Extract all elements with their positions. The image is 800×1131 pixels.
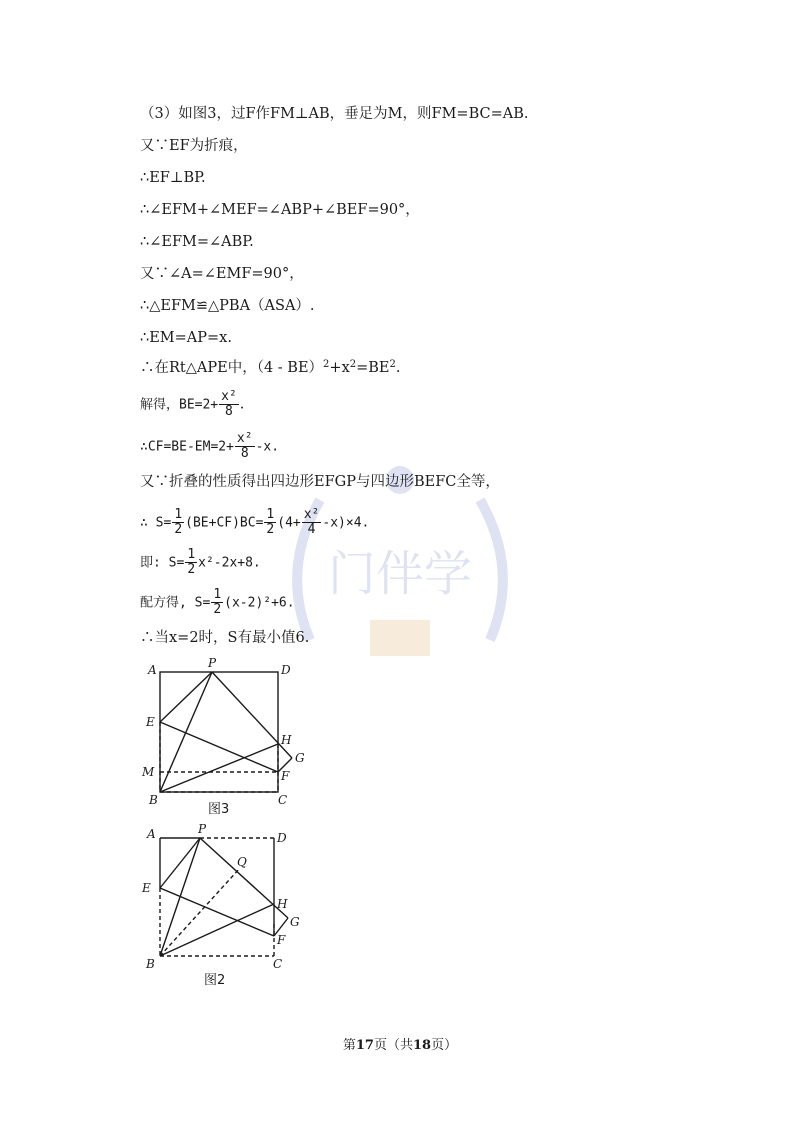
solution-line-7: ∴△EFM≌△PBA（ASA）. <box>140 298 315 314</box>
fraction: $\frac{\text{x²}}{8}$ <box>221 389 237 419</box>
segment-pg <box>200 838 288 918</box>
solution-line-2: 又∵EF为折痕， <box>140 138 248 154</box>
label-a: A <box>147 827 156 841</box>
segment-pe <box>160 838 200 888</box>
solution-line-6: 又∵∠A=∠EMF=90°， <box>140 266 304 282</box>
label-d: D <box>277 831 287 845</box>
square-abcd <box>160 672 278 792</box>
figure-3-caption: 图3 <box>208 802 230 817</box>
solution-line-16: ∴当x=2时，S有最小值6. <box>140 630 310 646</box>
label-b: B <box>146 957 155 971</box>
label-m: M <box>142 765 155 779</box>
label-p: P <box>208 656 217 670</box>
label-c: C <box>278 793 288 807</box>
solution-line-1: （3）如图3，过F作FM⊥AB，垂足为M，则FM=BC=AB. <box>140 106 529 122</box>
label-a: A <box>148 663 157 677</box>
segment-pe <box>160 672 212 722</box>
label-q: Q <box>237 855 247 869</box>
solution-line-13: ∴ S= $\frac{1}{2}$ (BE+CF)BC= $\frac{1}{2}$ (4+ $\frac{\text{x²}}{4}$ -x)×4. <box>140 507 370 537</box>
label-h: H <box>281 733 292 747</box>
solution-line-5: ∴∠EFM=∠ABP. <box>140 234 254 250</box>
label-d: D <box>281 663 291 677</box>
label-h: H <box>277 897 288 911</box>
segment-ef <box>160 722 278 772</box>
fraction: $\frac{\text{x²}}{4}$ <box>303 507 320 537</box>
solution-line-9: ∴在Rt△APE中，$(4 - BE)^2+x^2=BE^2$. <box>140 359 401 376</box>
label-p: P <box>198 824 207 836</box>
label-g: G <box>290 915 300 929</box>
solution-line-4: ∴∠EFM+∠MEF=∠ABP+∠BEF=90°， <box>140 202 420 218</box>
figure-2-caption: 图2 <box>204 973 226 988</box>
label-f: F <box>281 769 290 783</box>
fraction: $\frac{1}{2}$ <box>266 507 275 537</box>
solution-line-11: ∴CF=BE-EM=2+ $\frac{\text{x²}}{8}$ -x. <box>140 431 280 461</box>
fraction: $\frac{1}{2}$ <box>213 587 222 617</box>
label-f: F <box>277 933 286 947</box>
page-footer: 第17页（共18页） <box>342 1038 458 1053</box>
solution-line-14: 即: S= $\frac{1}{2}$ x²-2x+8. <box>140 547 261 577</box>
label-c: C <box>273 957 283 971</box>
figure-3 <box>140 656 310 818</box>
solution-line-8: ∴EM=AP=x. <box>140 330 232 346</box>
solution-line-12: 又∵折叠的性质得出四边形EFGP与四边形BEFC全等， <box>140 474 500 490</box>
solution-line-3: ∴EF⊥BP. <box>140 170 206 186</box>
segment-pg <box>212 672 292 758</box>
segment-bq <box>160 868 240 956</box>
current-page-number: 17 <box>355 1038 374 1053</box>
label-b: B <box>149 793 158 807</box>
label-e: E <box>146 715 155 729</box>
fraction: $\frac{1}{2}$ <box>174 507 183 537</box>
watermark-text: 门伴学 <box>327 546 473 602</box>
fraction: $\frac{\text{x²}}{8}$ <box>236 431 253 461</box>
figure-2 <box>140 824 310 990</box>
label-e: E <box>142 881 151 895</box>
fraction: $\frac{1}{2}$ <box>187 547 196 577</box>
solution-line-10: 解得，BE=2+ $\frac{\text{x²}}{8}$ . <box>140 389 245 419</box>
label-g: G <box>295 751 305 765</box>
total-page-count: 18 <box>413 1038 432 1053</box>
solution-line-15: 配方得, S= $\frac{1}{2}$ (x-2)²+6. <box>140 587 295 617</box>
